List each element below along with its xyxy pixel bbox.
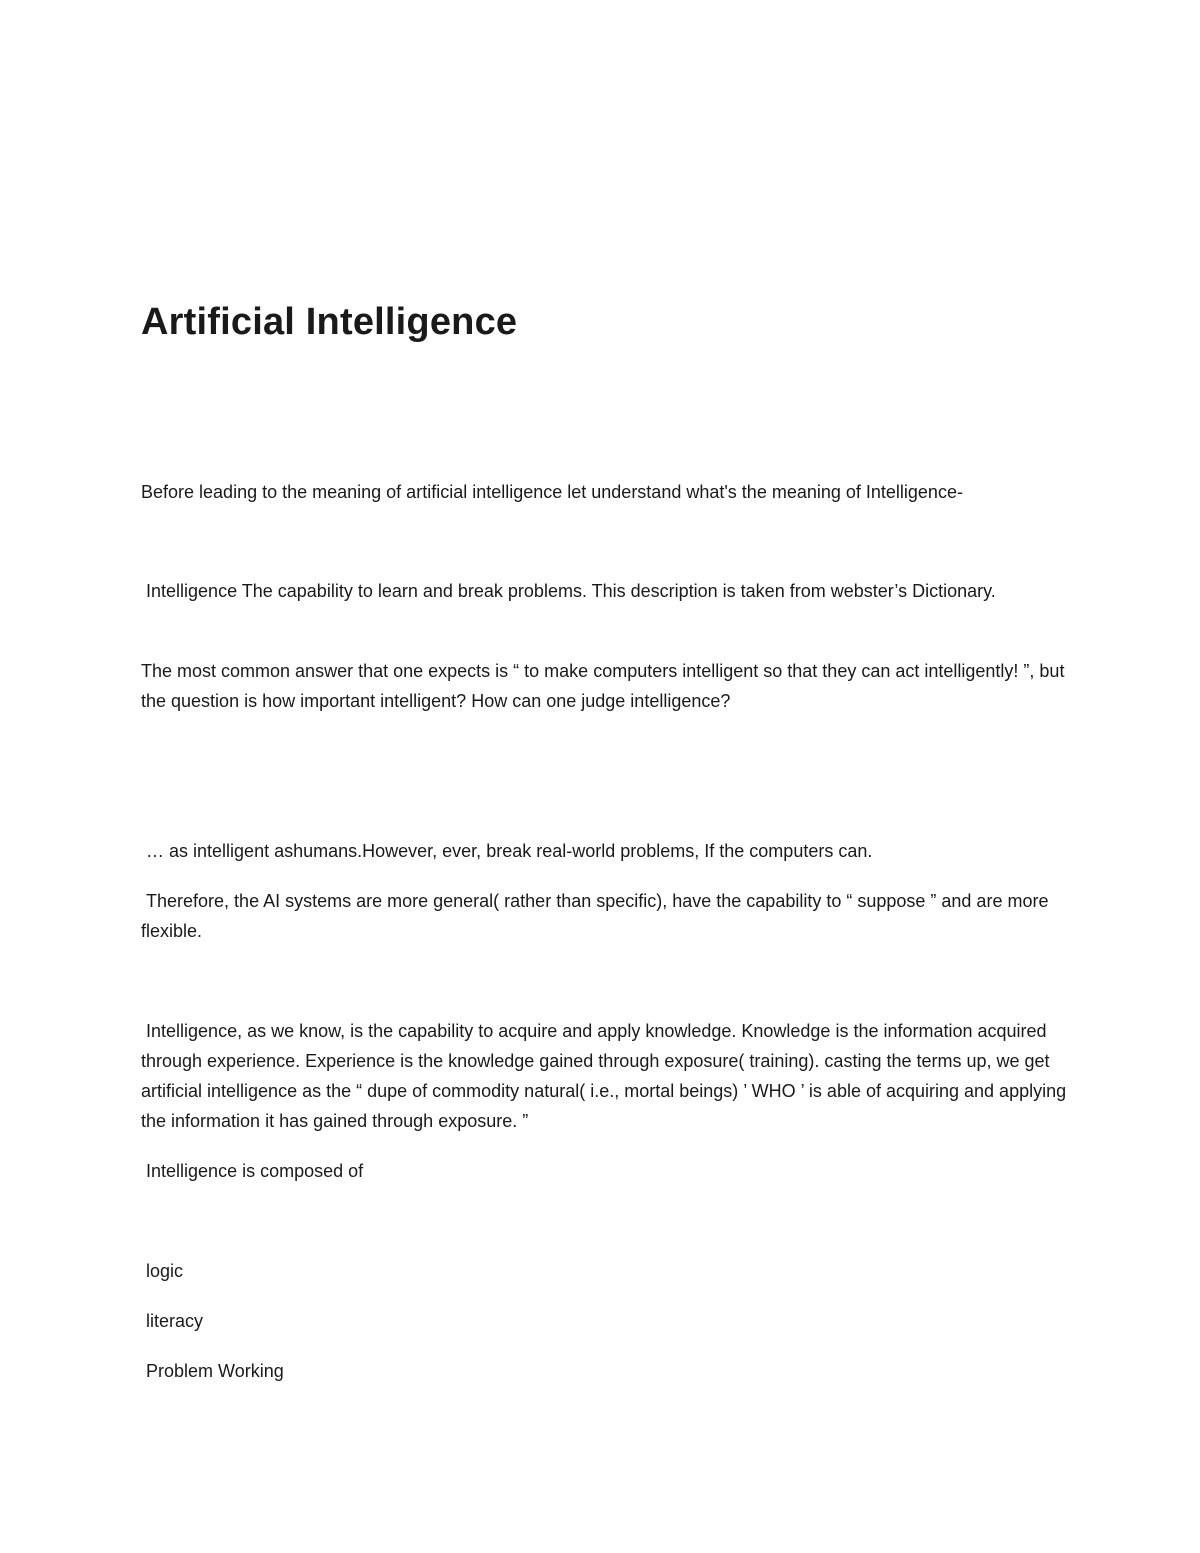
paragraph-ai-systems: Therefore, the AI systems are more general( rather than specific), have the capability to “ suppose ” and are more flexible. (141, 891, 1054, 941)
paragraph-intelligent-humans: … as intelligent ashumans.However, ever, break real-world problems, If the computers can. (141, 841, 873, 861)
paragraph-intro: Before leading to the meaning of artificial intelligence let understand what's the meaning of Intelligence- (141, 482, 963, 502)
paragraph-definition: Intelligence The capability to learn and break problems. This description is taken from webster’s Dictionary. (141, 581, 996, 601)
paragraph-composed-of: Intelligence is composed of (141, 1161, 364, 1181)
list-item: logic (141, 1261, 184, 1281)
list-item: Problem Working (141, 1361, 284, 1381)
paragraph-common-answer: The most common answer that one expects is “ to make computers intelligent so that they can act intelligently! ”, but the question is how important intelligent? How can one judge intelligence? (141, 661, 1070, 711)
document-title: Artificial Intelligence (141, 301, 518, 343)
paragraph-knowledge: Intelligence, as we know, is the capability to acquire and apply knowledge. Knowledge is the information acquired through experience. Experience is the knowledge gained through exposure( training). casting the terms up, we get artificial intelligence as the “ dupe of commodity natural( i.e., mortal beings) ’ WHO ’ is able of acquiring and applying the information it has gained through exposure. ” (141, 1021, 1072, 1131)
list-item: literacy (141, 1311, 204, 1331)
